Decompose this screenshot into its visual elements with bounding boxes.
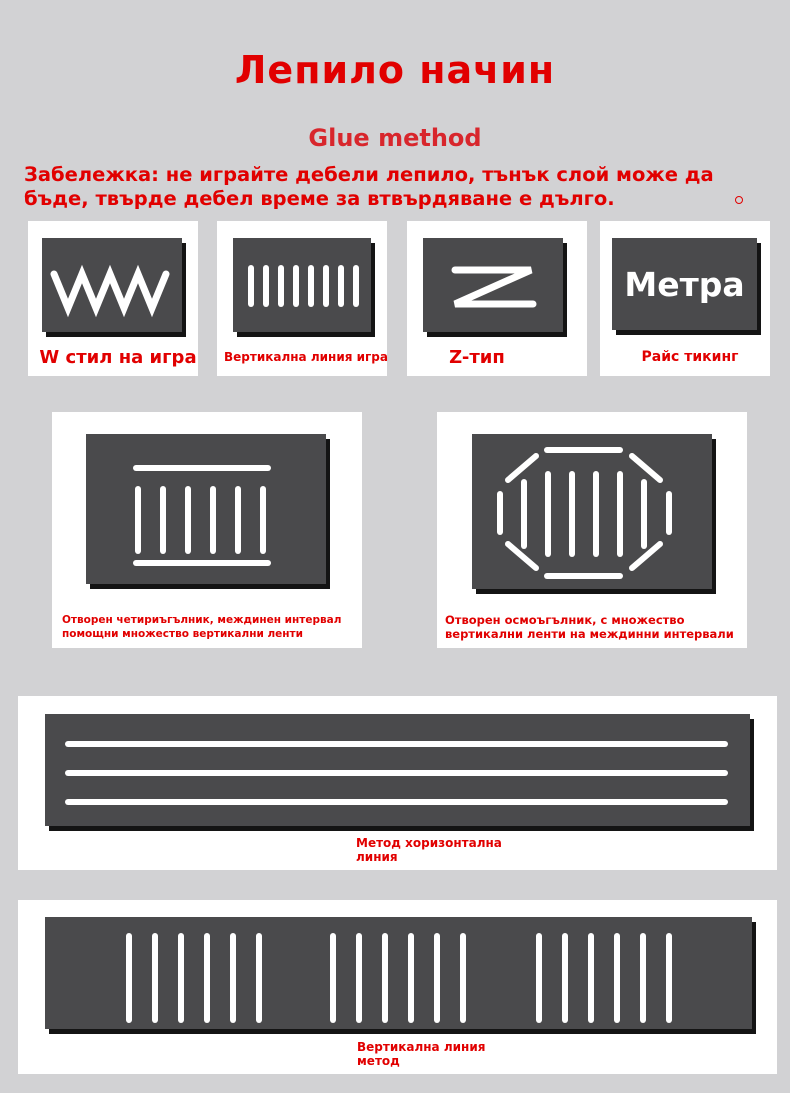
octagon-pattern-icon — [472, 434, 712, 589]
z-pattern-icon — [423, 238, 563, 332]
method-label-rice: Райс тикинг — [641, 349, 739, 365]
method-label-z: Z-тип — [449, 347, 505, 368]
decorative-dot — [735, 196, 743, 204]
z-pattern-tile — [423, 238, 563, 332]
warning-note: Забележка: не играйте дебели лепило, тънък слой може да бъде, твърде дебел време за втвърдяване е дълго. — [24, 163, 714, 210]
open-octagon-tile — [472, 434, 712, 589]
vertical-lines-strip-tile — [45, 917, 752, 1029]
vertical-lines-tile — [233, 238, 371, 332]
open-octagon-label: Отворен осмоъгълник, с множество вертикални ленти на междинни интервали — [445, 613, 734, 641]
rice-ticking-tile: Метра — [612, 238, 757, 330]
horizontal-method-label: Метод хоризонтална линия — [356, 836, 502, 864]
method-label-vertical: Вертикална линия игра — [224, 350, 388, 364]
method-label-w: W стил на игра — [39, 347, 197, 368]
page-subtitle: Glue method — [308, 124, 482, 152]
open-rectangle-label: Отворен четириъгълник, междинен интервал помощни множество вертикални ленти — [62, 614, 342, 640]
w-pattern-tile — [42, 238, 182, 332]
vertical-method-label: Вертикална линия метод — [357, 1040, 486, 1068]
w-pattern-icon — [42, 238, 182, 332]
horizontal-lines-tile — [45, 714, 750, 826]
page-title: Лепило начин — [234, 48, 556, 92]
open-rectangle-tile — [86, 434, 326, 584]
